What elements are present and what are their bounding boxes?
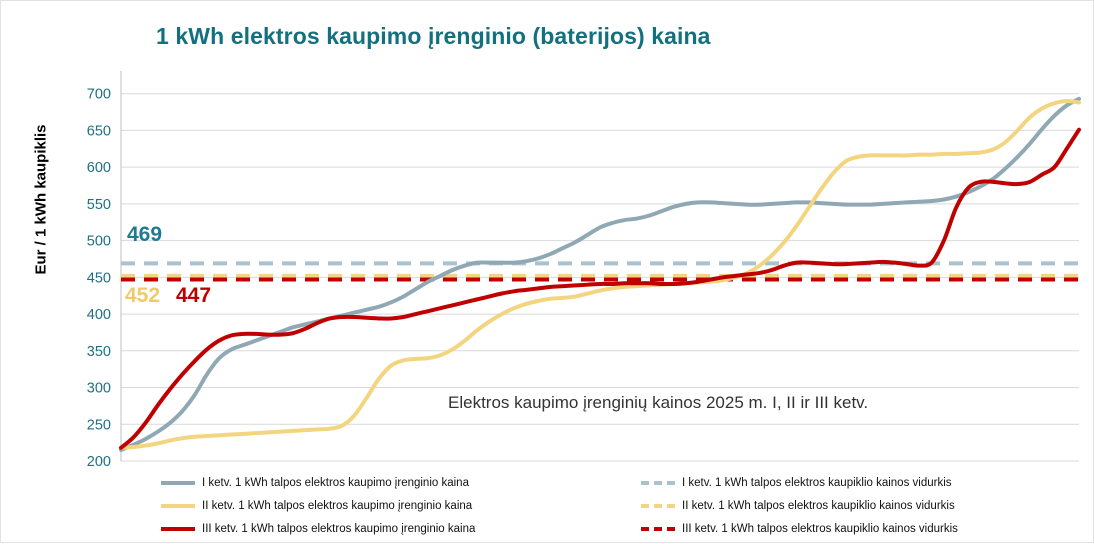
legend-q2-series[interactable] xyxy=(161,500,641,512)
legend-line-icon xyxy=(161,481,195,485)
y-tick-label: 400 xyxy=(86,307,111,324)
legend-dashed-line-icon xyxy=(641,481,675,485)
legend-q2-average[interactable] xyxy=(641,500,1061,512)
y-tick-label: 700 xyxy=(86,86,111,103)
plot-area xyxy=(1,1,1094,544)
chart-title: 1 kWh elektros kaupimo įrenginio (baterijos) kaina xyxy=(156,23,711,49)
y-tick-label: 550 xyxy=(86,196,111,213)
legend-label: I ketv. 1 kWh talpos elektros kaupimo įrenginio kaina xyxy=(202,476,469,489)
legend-line-icon xyxy=(161,504,195,508)
legend-label: III ketv. 1 kWh talpos elektros kaupiklio kainos vidurkis xyxy=(682,522,958,535)
legend-q3-average[interactable] xyxy=(641,523,1061,535)
y-tick-label: 250 xyxy=(86,417,111,434)
chart-annotation: Elektros kaupimo įrenginių kainos 2025 m. I, II ir III ketv. xyxy=(448,393,869,412)
legend-label: I ketv. 1 kWh talpos elektros kaupiklio kainos vidurkis xyxy=(682,476,952,489)
legend-line-icon xyxy=(161,527,195,531)
y-tick-label: 350 xyxy=(86,343,111,360)
legend-dashed-line-icon xyxy=(641,504,675,508)
legend-label: III ketv. 1 kWh talpos elektros kaupimo įrenginio kaina xyxy=(202,522,476,535)
legend-q1-series[interactable] xyxy=(161,477,641,489)
legend-label: II ketv. 1 kWh talpos elektros kaupimo įrenginio kaina xyxy=(202,499,473,512)
chart-legend xyxy=(161,471,1061,540)
average-value-label-2: 452 xyxy=(125,284,161,307)
y-tick-label: 600 xyxy=(86,160,111,177)
legend-label: II ketv. 1 kWh talpos elektros kaupiklio kainos vidurkis xyxy=(682,499,955,512)
y-tick-label: 500 xyxy=(86,233,111,250)
chart-svg xyxy=(1,1,1094,544)
y-axis-label: Eur / 1 kWh kaupiklis xyxy=(32,124,50,275)
y-tick-label: 650 xyxy=(86,123,111,140)
y-tick-label: 450 xyxy=(86,270,111,287)
y-tick-label: 300 xyxy=(86,380,111,397)
legend-q1-average[interactable] xyxy=(641,477,1061,489)
legend-q3-series[interactable] xyxy=(161,523,641,535)
average-value-label-1: 469 xyxy=(127,223,163,246)
legend-dashed-line-icon xyxy=(641,527,675,531)
y-tick-label: 200 xyxy=(86,454,111,470)
average-value-label-3: 447 xyxy=(176,284,212,307)
